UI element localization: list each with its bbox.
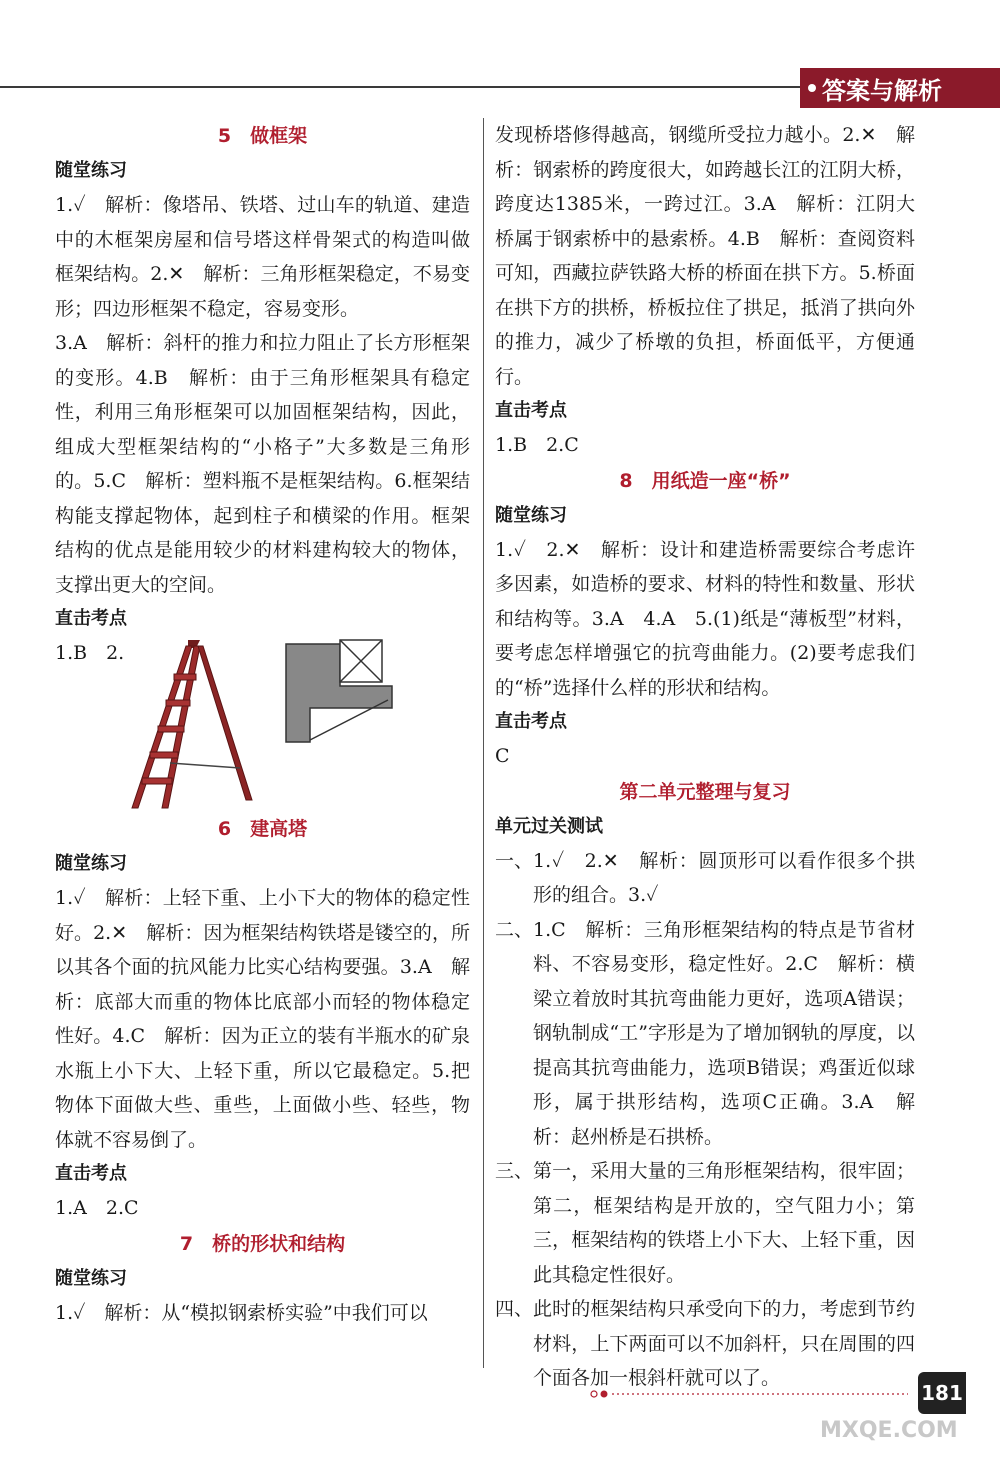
- answer-paragraph: 1.A 2.C: [55, 1197, 139, 1219]
- answer-paragraph: 3.A 解析：斜杆的推力和拉力阻止了长方形框架的变形。4.B 解析：由于三角形框架具有稳定性，利用三角形框架可以加固框架结构，因此，组成大型框架结构的“小格子”大多数是三角形的。5.C 解析：塑料瓶不是框架结构。6.框架结构能支撑起物体，起到柱子和横梁的作用。框架结构的优点是能用较少的材料建构较大的物体，支撑出更大的空间。: [55, 332, 470, 596]
- ladder-illustration: [130, 638, 265, 810]
- page-number: 181: [918, 1372, 966, 1414]
- section-title-review: 第二单元整理与复习: [619, 780, 791, 803]
- answer-paragraph: 发现桥塔修得越高，钢缆所受拉力越小。2.✕ 解析：钢索桥的跨度很大，如跨越长江的江阴大桥，跨度达1385米，一跨过江。3.A 解析：江阴大桥属于钢索桥中的悬索桥。4.B 解析：查阅资料可知，西藏拉萨铁路大桥的桥面在拱下方。5.桥面在拱下方的拱桥，桥板拉住了拱足，抵消了拱向外的推力，减少了桥墩的负担，桥面低平，方便通行。: [495, 124, 915, 388]
- bullet-icon: [808, 84, 816, 92]
- subheading-key-points: 直击考点: [495, 400, 567, 421]
- review-item: [495, 1154, 915, 1292]
- answer-paragraph: 1.✓ 解析：从“模拟钢索桥实验”中我们可以: [55, 1301, 428, 1324]
- section-title-6: 6 建高塔: [217, 818, 308, 840]
- subheading-practice: 随堂练习: [55, 853, 127, 874]
- review-item-number: 四、: [495, 1298, 534, 1320]
- header-rule: [0, 86, 800, 88]
- answer-paragraph: 1.B 2.C: [495, 434, 579, 456]
- subheading-unit-test: 单元过关测试: [495, 815, 603, 837]
- answer-paragraph: C: [495, 745, 510, 767]
- answer-paragraph: 1.✓ 2.✕ 解析：设计和建造桥需要综合考虑许多因素，如造桥的要求、材料的特性和数量、形状和结构等。3.A 4.A 5.(1)纸是“薄板型”材料，要考虑怎样增强它的抗弯曲能力。(2)要考虑我们的“桥”选择什么样的形状和结构。: [495, 538, 915, 699]
- answer-figure: [55, 636, 470, 811]
- review-item-text: 1.C 解析：三角形框架结构的特点是节省材料、不容易变形，稳定性好。2.C 解析：横梁立着放时其抗弯曲能力更好，选项A错误；钢轨制成“工”字形是为了增加钢轨的厚度，以提高其抗弯曲能力，选项B错误；鸡蛋近似球形，属于拱形结构，选项C正确。3.A 解析：赵州桥是石拱桥。: [533, 918, 915, 1148]
- answer-paragraph: 1.✓ 解析：像塔吊、铁塔、过山车的轨道、建造中的木框架房屋和信号塔这样骨架式的构造叫做框架结构。2.✕ 解析：三角形框架稳定，不易变形；四边形框架不稳定，容易变形。: [55, 194, 470, 320]
- review-item-number: 三、: [495, 1160, 534, 1182]
- footer-dotted-line: [590, 1390, 910, 1398]
- review-item-text: 1.✓ 2.✕ 解析：圆顶形可以看作很多个拱形的组合。3.✓: [533, 849, 915, 906]
- header-title: 答案与解析: [822, 76, 942, 105]
- subheading-practice: 随堂练习: [55, 1267, 127, 1289]
- subheading-practice: 随堂练习: [55, 160, 127, 181]
- subheading-key-points: 直击考点: [55, 608, 127, 629]
- review-item-number: 二、: [495, 918, 534, 941]
- subheading-key-points: 直击考点: [495, 711, 567, 732]
- column-divider: [483, 118, 484, 1368]
- review-item: [495, 844, 915, 913]
- section-title-8: 8 用纸造一座“桥”: [619, 469, 791, 492]
- header-banner: [800, 68, 1000, 108]
- left-column: [55, 118, 470, 1330]
- answer-paragraph: 1.✓ 解析：上轻下重、上小下大的物体的稳定性好。2.✕ 解析：因为框架结构铁塔是镂空的，所以其各个面的抗风能力比实心结构要强。3.A 解析：底部大而重的物体比底部小而轻的物体稳定性好。4.C 解析：因为正立的装有半瓶水的矿泉水瓶上小下大、上轻下重，所以它最稳定。5.把物体下面做大些、重些，上面做小些、轻些，物体就不容易倒了。: [55, 887, 470, 1151]
- right-column: [495, 118, 915, 1396]
- review-item-number: 一、: [495, 849, 534, 872]
- subheading-key-points: 直击考点: [55, 1163, 127, 1184]
- watermark: MXQE.COM: [820, 1418, 958, 1443]
- figure-label: 1.B 2.: [55, 642, 125, 664]
- section-title-5: 5 做框架: [217, 125, 308, 147]
- review-item: [495, 913, 915, 1155]
- subheading-practice: 随堂练习: [495, 504, 567, 526]
- section-title-7: 7 桥的形状和结构: [179, 1232, 346, 1255]
- review-item-text: 此时的框架结构只承受向下的力，考虑到节约材料，上下两面可以不加斜杆，只在周围的四个面各加一根斜杆就可以了。: [533, 1298, 915, 1389]
- review-item: [495, 1292, 915, 1396]
- review-item-text: 第一，采用大量的三角形框架结构，很牢固；第二，框架结构是开放的，空气阻力小；第三，框架结构的铁塔上小下大、上轻下重，因此其稳定性很好。: [533, 1160, 915, 1286]
- frame-bracket-illustration: [280, 636, 400, 746]
